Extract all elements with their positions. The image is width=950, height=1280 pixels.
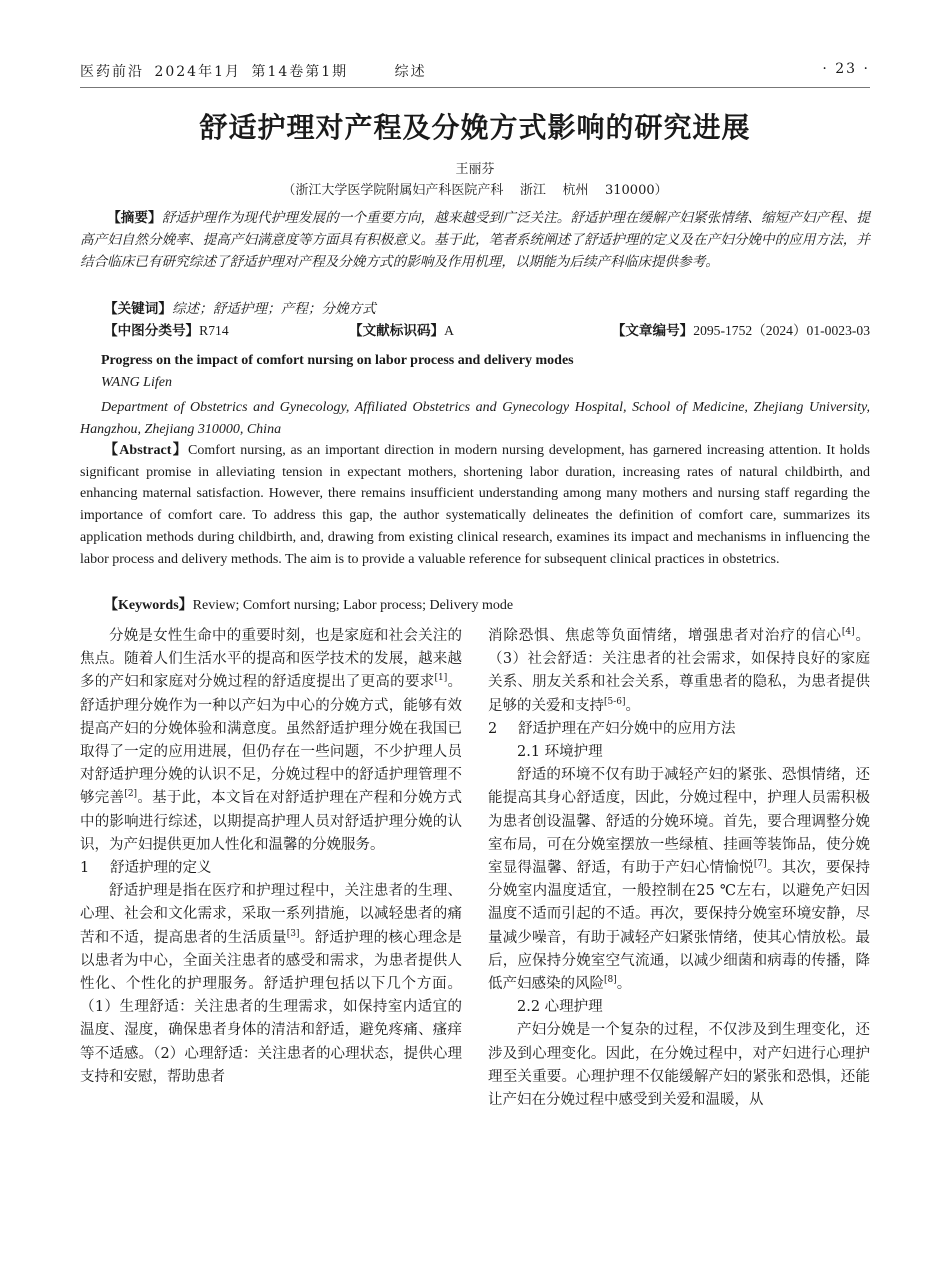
definition-text-2: 。舒适护理的核心理念是以患者为中心，全面关注患者的感受和需求，为患者提供人性化、个性化的护理服务。舒适护理包括以下几个方面。（1）生理舒适：关注患者的生理需求，如保持室内适宜的温度、湿度，确保患者身体的清洁和舒适，避免疼痛、瘙痒等不适感。（2）心理舒适：关注患者的心理状态，提供心理支持和安慰，帮助患者 xyxy=(80,929,463,1085)
section-name: 综述 xyxy=(394,64,427,80)
journal-name: 医药前沿 xyxy=(80,64,144,80)
article-title: 舒适护理对产程及分娩方式影响的研究进展 xyxy=(199,111,751,144)
issue-number: 第14卷第1期 xyxy=(251,64,349,80)
english-keywords-label: 【Keywords】 xyxy=(104,598,193,613)
author-affiliation: （浙江大学医学院附属妇产科医院产科 浙江 杭州 310000） xyxy=(282,183,668,198)
english-abstract-label: 【Abstract】 xyxy=(104,443,188,458)
english-affiliation: Department of Obstetrics and Gynecology, Affiliated Obstetrics and Gynecology Hospital, School of Medicine, Zhejiang University, Hangzhou, Zhejiang 310000, China xyxy=(80,400,870,437)
section-number: 1 xyxy=(80,860,90,877)
english-abstract-text: Comfort nursing, as an important direction in modern nursing development, has garnered increasing attention. It holds significant promise in alleviating tension in expectant mothers, shortening labor duration, increasing rates of natural childbirth, and enhancing maternal satisfaction. However, there remains insufficient understanding among many mothers and nursing staff regarding the importance of comfort care. To address this gap, the author systematically delineates the definition of comfort care, summarizes its application methods during childbirth, and, drawing from existing clinical research, examines its impact and mechanisms in influencing the labor process and delivery methods. The aim is to provide a valuable reference for subsequent clinical practices in obstetrics. xyxy=(80,443,870,567)
right-column xyxy=(488,625,870,1112)
abstract-cn xyxy=(80,207,870,273)
english-author: WANG Lifen xyxy=(101,375,172,390)
environment-text-3: 。 xyxy=(616,976,632,993)
clc-value: R714 xyxy=(199,323,229,338)
citation: [8] xyxy=(604,975,617,986)
english-keywords-text: Review; Comfort nursing; Labor process; Delivery mode xyxy=(192,598,514,613)
art-value: 2095-1752（2024）01-0023-03 xyxy=(693,323,870,338)
section-heading-1 xyxy=(80,857,462,880)
intro-text-2: 。舒适护理分娩作为一种以产妇为中心的分娩方式，能够有效提高产妇的分娩体验和满意度。虽然舒适护理分娩在我国已取得了一定的应用进展，但仍存在一些问题，不少护理人员对舒适护理分娩的认识不足，分娩过程中的舒适护理管理不够完善 xyxy=(80,674,463,807)
author-name: 王丽芬 xyxy=(455,162,495,177)
definition-paragraph xyxy=(80,880,462,1089)
abstract-cn-text: 舒适护理作为现代护理发展的一个重要方向，越来越受到广泛关注。舒适护理在缓解产妇紧张情绪、缩短产妇产程、提高产妇自然分娩率、提高产妇满意度等方面具有积极意义。基于此，笔者系统阐述了舒适护理的定义及在产妇分娩中的应用方法，并结合临床已有研究综述了舒适护理对产程及分娩方式的影响及作用机理，以期能为后续产科临床提供参考。 xyxy=(80,210,871,270)
keywords-cn-label: 【关键词】 xyxy=(104,301,172,317)
citation: [3] xyxy=(286,928,300,939)
doc-value: A xyxy=(444,323,454,338)
intro-text-3: 。基于此，本文旨在对舒适护理在产程和分娩方式中的影响进行综述，以期提高护理人员对舒适护理分娩的认识，为产妇提供更加人性化和温馨的分娩服务。 xyxy=(80,790,463,853)
environment-paragraph xyxy=(488,764,870,996)
environment-text-2: 。其次，要保持分娩室内温度适宜，一般控制在25 ℃左右，以避免产妇因温度不适而引起的不适。再次，要保持分娩室环境安静，尽量减少噪音，有助于减轻产妇紧张情绪，使其心情放松。最后，应保持分娩室空气流通，以减少细菌和病毒的传播，降低产妇感染的风险 xyxy=(488,860,870,993)
section-number: 2 xyxy=(488,720,498,737)
citation: [1] xyxy=(434,673,448,684)
issue-date: 2024年1月 xyxy=(154,64,241,80)
abstract-cn-label: 【摘要】 xyxy=(107,210,162,226)
psychology-paragraph: 产妇分娩是一个复杂的过程，不仅涉及到生理变化，还涉及到心理变化。因此，在分娩过程中，对产妇进行心理护理至关重要。心理护理不仅能缓解产妇的紧张和恐惧，还能让产妇在分娩过程中感受到关爱和温暖，从 xyxy=(488,1022,870,1109)
keywords-cn-text: 综述；舒适护理；产程；分娩方式 xyxy=(171,301,376,317)
environment-text-1: 舒适的环境不仅有助于减轻产妇的紧张、恐惧情绪，还能提高其身心舒适度，因此，分娩过程中，护理人员需积极为患者创设温馨、舒适的分娩环境。首先，要合理调整分娩室布局，可在分娩室摆放一些绿植、挂画等装饰品，使分娩室显得温馨、舒适，有助于产妇心情愉悦 xyxy=(488,767,870,877)
left-column xyxy=(80,625,462,1089)
continued-text-3: 。 xyxy=(625,697,641,714)
english-title: Progress on the impact of comfort nursing on labor process and delivery modes xyxy=(101,353,574,368)
article-number xyxy=(612,319,870,339)
intro-paragraph xyxy=(80,625,462,857)
subsection-heading-2-2: 2.2 心理护理 xyxy=(517,999,603,1016)
definition-text-1: 舒适护理是指在医疗和护理过程中，关注患者的生理、心理、社会和文化需求，采取一系列措施，以减轻患者的痛苦和不适，提高患者的生活质量 xyxy=(80,883,462,946)
intro-text-1: 分娩是女性生命中的重要时刻，也是家庭和社会关注的焦点。随着人们生活水平的提高和医学技术的发展，越来越多的产妇和家庭对分娩过程的舒适度提出了更高的要求 xyxy=(80,628,462,691)
page-number: · 23 · xyxy=(822,61,870,77)
section-heading-2 xyxy=(488,718,870,741)
section-title: 舒适护理在产妇分娩中的应用方法 xyxy=(518,720,736,737)
continued-paragraph xyxy=(488,625,870,718)
doc-label: 【文献标识码】 xyxy=(349,323,445,339)
art-label: 【文章编号】 xyxy=(611,323,694,339)
citation: [4] xyxy=(841,627,855,638)
running-header xyxy=(80,61,870,88)
citation: [7] xyxy=(753,859,767,870)
citation: [2] xyxy=(124,789,138,800)
english-abstract xyxy=(80,440,870,570)
section-title: 舒适护理的定义 xyxy=(110,860,212,877)
journal-info xyxy=(80,61,431,81)
subsection-heading-2-1: 2.1 环境护理 xyxy=(517,744,603,761)
continued-text-1: 消除恐惧、焦虑等负面情绪，增强患者对治疗的信心 xyxy=(488,628,842,644)
citation: [5-6] xyxy=(604,696,626,707)
document-code xyxy=(349,319,454,339)
clc-number xyxy=(104,319,229,339)
keywords-cn xyxy=(104,297,376,317)
clc-label: 【中图分类号】 xyxy=(104,323,200,339)
english-keywords xyxy=(104,594,513,614)
continued-text-2: 。（3）社会舒适：关注患者的社会需求，如保持良好的家庭关系、朋友关系和社会关系，尊重患者的隐私，为患者提供足够的关爱和支持 xyxy=(488,628,871,714)
